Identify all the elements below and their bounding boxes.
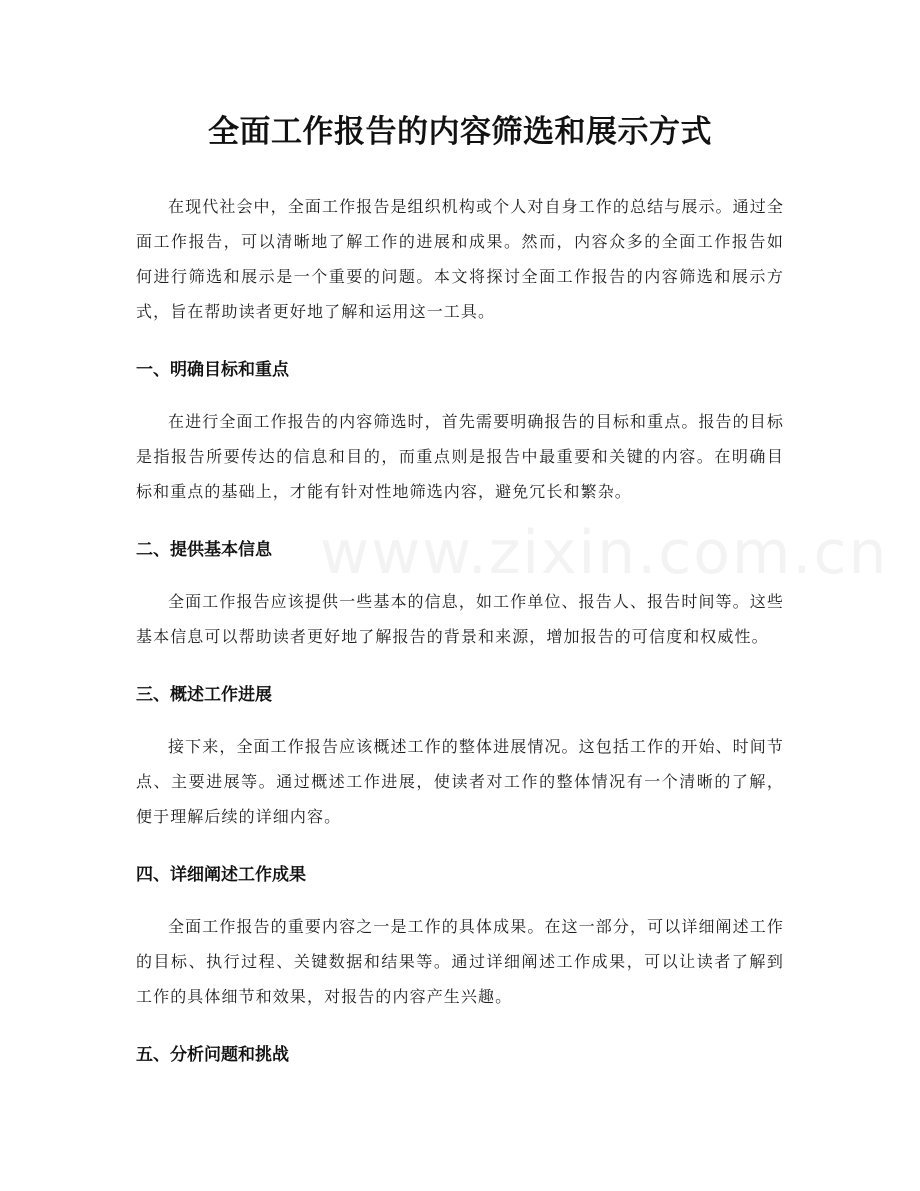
section-3: [136, 681, 784, 834]
section-heading: 四、详细阐述工作成果: [136, 865, 306, 885]
section-heading: 三、概述工作进展: [136, 685, 272, 705]
section-4: [136, 861, 784, 1014]
section-heading: 五、分析问题和挑战: [136, 1045, 289, 1065]
section-paragraph: 全面工作报告应该提供一些基本的信息，如工作单位、报告人、报告时间等。这些基本信息可以帮助读者更好地了解报告的背景和来源，增加报告的可信度和权威性。: [136, 592, 784, 646]
section-5: [136, 1041, 784, 1069]
intro-paragraph: 在现代社会中，全面工作报告是组织机构或个人对自身工作的总结与展示。通过全面工作报告，可以清晰地了解工作的进展和成果。然而，内容众多的全面工作报告如何进行筛选和展示是一个重要的问题。本文将探讨全面工作报告的内容筛选和展示方式，旨在帮助读者更好地了解和运用这一工具。: [136, 197, 784, 321]
section-paragraph: 接下来，全面工作报告应该概述工作的整体进展情况。这包括工作的开始、时间节点、主要进展等。通过概述工作进展，使读者对工作的整体情况有一个清晰的了解，便于理解后续的详细内容。: [136, 737, 784, 826]
section-paragraph: 在进行全面工作报告的内容筛选时，首先需要明确报告的目标和重点。报告的目标是指报告所要传达的信息和目的，而重点则是报告中最重要和关键的内容。在明确目标和重点的基础上，才能有针对性地筛选内容，避免冗长和繁杂。: [136, 412, 784, 501]
watermark-text: www.zixin.com.cn: [320, 518, 889, 588]
section-2: [136, 536, 784, 654]
section-1: [136, 356, 784, 509]
document-title: 全面工作报告的内容筛选和展示方式: [208, 114, 712, 150]
section-heading: 一、明确目标和重点: [136, 360, 289, 380]
section-heading: 二、提供基本信息: [136, 540, 272, 560]
section-paragraph: 全面工作报告的重要内容之一是工作的具体成果。在这一部分，可以详细阐述工作的目标、执行过程、关键数据和结果等。通过详细阐述工作成果，可以让读者了解到工作的具体细节和效果，对报告的内容产生兴趣。: [136, 917, 784, 1006]
